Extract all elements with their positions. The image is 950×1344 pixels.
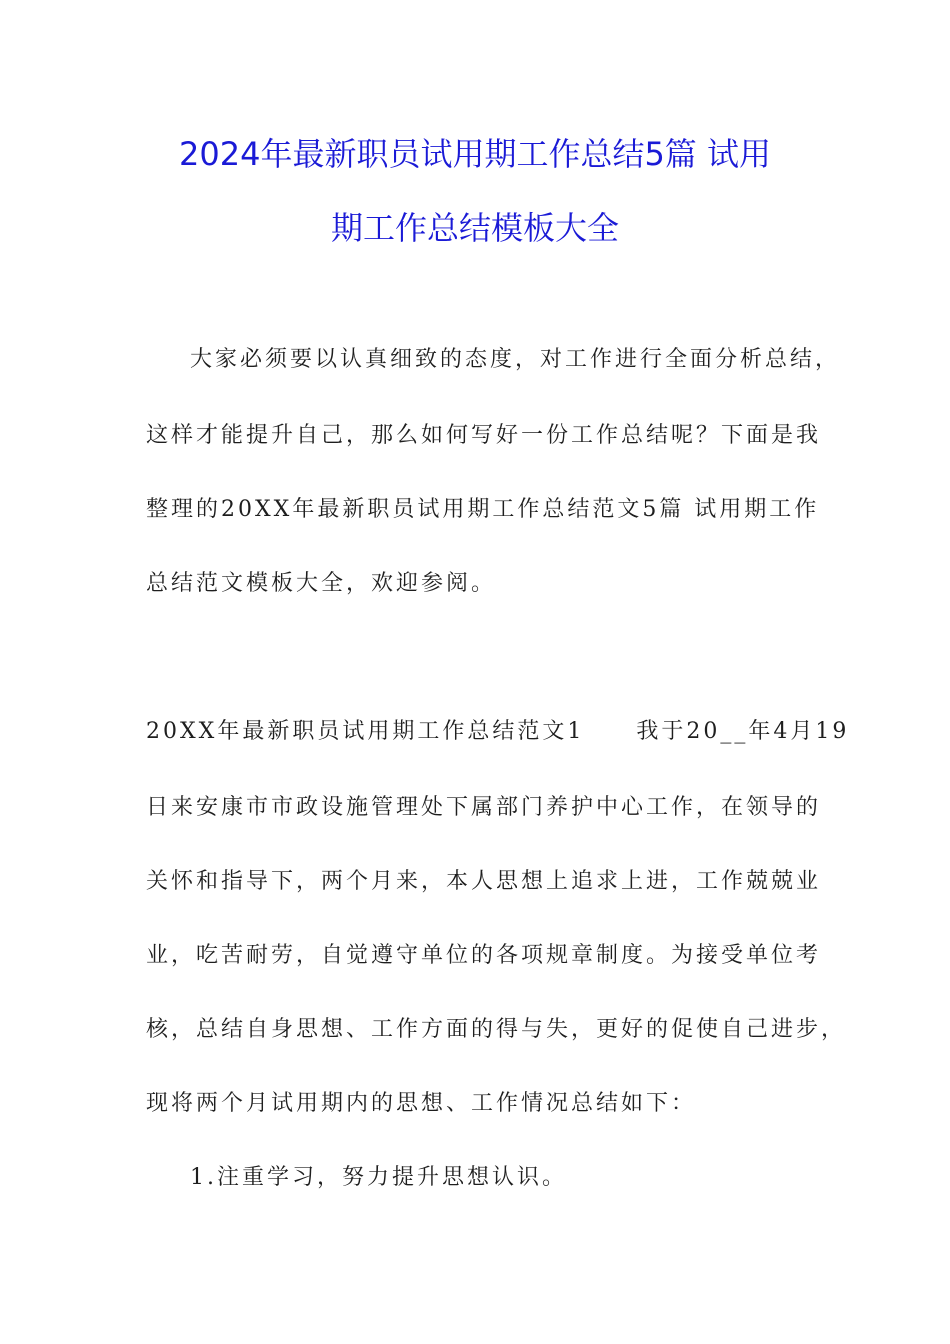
intro-line-2: 这样才能提升自己，那么如何写好一份工作总结呢？下面是我 bbox=[146, 423, 822, 448]
section1-line-4: 业，吃苦耐劳，自觉遵守单位的各项规章制度。为接受单位考 bbox=[146, 943, 822, 968]
intro-line-3: 整理的20XX年最新职员试用期工作总结范文5篇 试用期工作 bbox=[146, 497, 820, 522]
intro-line-1: 大家必须要以认真细致的态度，对工作进行全面分析总结， bbox=[190, 347, 841, 372]
section1-heading: 20XX年最新职员试用期工作总结范文1 bbox=[146, 719, 585, 744]
section1-line-6: 现将两个月试用期内的思想、工作情况总结如下： bbox=[146, 1091, 697, 1116]
section1-line-2: 日来安康市市政设施管理处下属部门养护中心工作，在领导的 bbox=[146, 795, 822, 820]
section1-first-line bbox=[146, 719, 849, 745]
section1-line-5: 核，总结自身思想、工作方面的得与失，更好的促使自己进步， bbox=[146, 1017, 847, 1042]
intro-line-4: 总结范文模板大全，欢迎参阅。 bbox=[146, 571, 497, 596]
document-title-line-1: 2024年最新职员试用期工作总结5篇 试用 bbox=[179, 135, 771, 173]
section1-first-line-rest: 我于20__年4月19 bbox=[636, 719, 850, 744]
section1-item-1: 1.注重学习，努力提升思想认识。 bbox=[190, 1165, 567, 1190]
section1-line-3: 关怀和指导下，两个月来，本人思想上追求上进，工作兢兢业 bbox=[146, 869, 822, 894]
document-title-line-2: 期工作总结模板大全 bbox=[330, 209, 619, 247]
